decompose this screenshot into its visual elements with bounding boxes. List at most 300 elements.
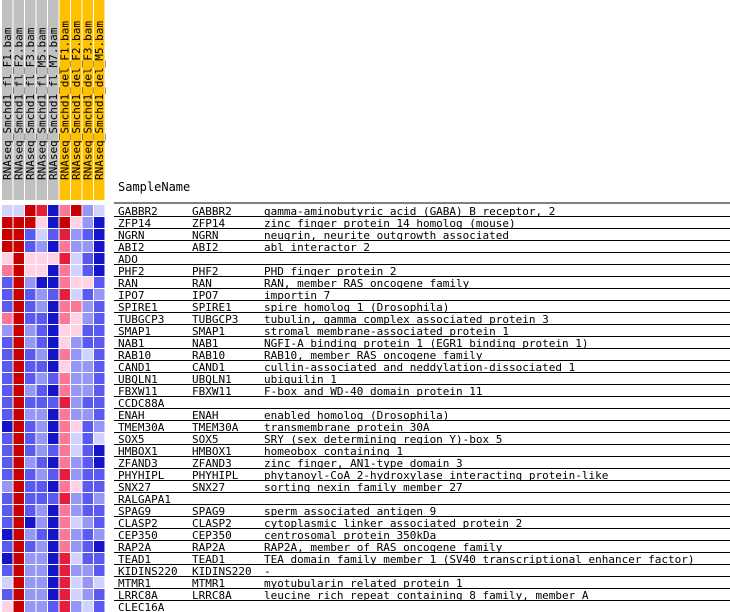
- row-gene: TUBGCP3: [192, 313, 239, 326]
- heatmap-cell: [94, 253, 105, 264]
- heatmap-cell: [2, 241, 13, 252]
- heatmap-cell: [94, 589, 105, 600]
- heatmap-cell: [60, 481, 71, 492]
- heatmap-cell: [60, 205, 71, 216]
- heatmap-cell: [37, 313, 48, 324]
- row-gene: SMAP1: [192, 325, 226, 338]
- heatmap-cell: [94, 529, 105, 540]
- heatmap-cell: [25, 445, 36, 456]
- heatmap-cell: [25, 301, 36, 312]
- row-description: phytanoyl-CoA 2-hydroxylase interacting protein-like: [264, 469, 609, 482]
- row-gene: ABI2: [192, 241, 219, 254]
- heatmap-cell: [94, 313, 105, 324]
- column-header-label: RNAseq_Smchd1_del_F2.bam: [70, 21, 83, 180]
- heatmap-cell: [37, 529, 48, 540]
- heatmap-cell: [83, 481, 94, 492]
- row-symbol: HMBOX1: [118, 445, 158, 458]
- row-description: cytoplasmic linker associated protein 2: [264, 517, 523, 530]
- heatmap-cell: [14, 469, 25, 480]
- heatmap-cell: [71, 325, 82, 336]
- heatmap-cell: [14, 505, 25, 516]
- heatmap-cell: [60, 433, 71, 444]
- heatmap-cell: [25, 529, 36, 540]
- heatmap-cell: [25, 385, 36, 396]
- heatmap-cell: [94, 397, 105, 408]
- heatmap-cell: [37, 385, 48, 396]
- heatmap-cell: [25, 313, 36, 324]
- heatmap-cell: [14, 229, 25, 240]
- heatmap-cell: [94, 469, 105, 480]
- heatmap-cell: [48, 301, 59, 312]
- row-symbol: MTMR1: [118, 577, 152, 590]
- row-description: -: [264, 565, 271, 578]
- row-description: importin 7: [264, 289, 331, 302]
- heatmap-cell: [37, 601, 48, 612]
- heatmap-cell: [48, 205, 59, 216]
- row-gene: SNX27: [192, 481, 226, 494]
- row-description: neugrin, neurite outgrowth associated: [264, 229, 510, 242]
- heatmap-cell: [37, 205, 48, 216]
- row-symbol: RAN: [118, 277, 138, 290]
- heatmap-cell: [48, 529, 59, 540]
- heatmap-cell: [25, 481, 36, 492]
- heatmap-cell: [71, 253, 82, 264]
- row-description: RAB10, member RAS oncogene family: [264, 349, 483, 362]
- row-gene: GABBR2: [192, 205, 232, 218]
- heatmap-cell: [25, 241, 36, 252]
- heatmap-cell: [37, 517, 48, 528]
- column-header-label: RNAseq_Smchd1_del_F3.bam: [81, 21, 95, 180]
- heatmap-cell: [25, 589, 36, 600]
- heatmap-cell: [48, 553, 59, 564]
- heatmap-cell: [37, 565, 48, 576]
- heatmap-cell: [14, 493, 25, 504]
- row-symbol: ZFAND3: [118, 457, 158, 470]
- heatmap-cell: [48, 589, 59, 600]
- heatmap-cell: [25, 493, 36, 504]
- heatmap-cell: [25, 565, 36, 576]
- heatmap-cell: [2, 301, 13, 312]
- heatmap-cell: [83, 505, 94, 516]
- row-symbol: TUBGCP3: [118, 313, 165, 326]
- row-description: myotubularin related protein 1: [264, 577, 463, 590]
- row-description: enabled homolog (Drosophila): [264, 409, 450, 422]
- heatmap-cell: [83, 445, 94, 456]
- heatmap-cell: [71, 337, 82, 348]
- heatmap-cell: [14, 457, 25, 468]
- heatmap-cell: [37, 301, 48, 312]
- heatmap-cell: [71, 289, 82, 300]
- heatmap-cell: [94, 337, 105, 348]
- heatmap-cell: [37, 433, 48, 444]
- heatmap-cell: [48, 445, 59, 456]
- heatmap-cell: [48, 517, 59, 528]
- heatmap-cell: [37, 505, 48, 516]
- heatmap-cell: [37, 229, 48, 240]
- row-symbol: TEAD1: [118, 553, 152, 566]
- row-symbol: ABI2: [118, 241, 145, 254]
- row-gene: PHF2: [192, 265, 219, 278]
- heatmap-cell: [14, 277, 25, 288]
- heatmap-cell: [37, 541, 48, 552]
- row-symbol: ZFP14: [118, 217, 152, 230]
- heatmap-cell: [71, 277, 82, 288]
- heatmap-cell: [2, 253, 13, 264]
- row-symbol: RAP2A: [118, 541, 152, 554]
- heatmap-cell: [37, 409, 48, 420]
- heatmap-cell: [2, 541, 13, 552]
- heatmap-cell: [94, 409, 105, 420]
- row-symbol: LRRC8A: [118, 589, 158, 602]
- row-gene: NGRN: [192, 229, 219, 242]
- row-symbol: SPIRE1: [118, 301, 158, 314]
- heatmap-cell: [2, 277, 13, 288]
- heatmap-cell: [60, 361, 71, 372]
- heatmap-cell: [94, 289, 105, 300]
- heatmap-cell: [48, 325, 59, 336]
- row-gene: CEP350: [192, 529, 232, 542]
- heatmap-cell: [2, 361, 13, 372]
- row-description: NGFI-A binding protein 1 (EGR1 binding protein 1): [264, 337, 589, 350]
- heatmap-cell: [14, 433, 25, 444]
- heatmap-cell: [25, 457, 36, 468]
- heatmap-cell: [14, 289, 25, 300]
- heatmap-cell: [83, 349, 94, 360]
- heatmap-cell: [2, 313, 13, 324]
- row-gene: RAB10: [192, 349, 226, 362]
- row-gene: KIDINS220: [192, 565, 252, 578]
- heatmap-cell: [83, 493, 94, 504]
- heatmap-cell: [37, 397, 48, 408]
- heatmap-cell: [25, 433, 36, 444]
- heatmap-cell: [14, 481, 25, 492]
- row-gene: ZFAND3: [192, 457, 232, 470]
- heatmap-cell: [2, 337, 13, 348]
- heatmap-cell: [71, 349, 82, 360]
- heatmap-cell: [83, 601, 94, 612]
- row-symbol: SNX27: [118, 481, 152, 494]
- column-header-label: RNAseq_Smchd1_fl_M5.bam: [35, 27, 49, 180]
- heatmap-cell: [83, 409, 94, 420]
- row-symbol: CCDC88A: [118, 397, 165, 410]
- heatmap-cell: [37, 481, 48, 492]
- heatmap-cell: [60, 505, 71, 516]
- heatmap-cell: [2, 517, 13, 528]
- heatmap-cell: [14, 529, 25, 540]
- heatmap-cell: [71, 421, 82, 432]
- row-symbol: CAND1: [118, 361, 152, 374]
- row-symbol: TMEM30A: [118, 421, 165, 434]
- heatmap-cell: [37, 217, 48, 228]
- heatmap-cell: [71, 505, 82, 516]
- row-symbol: GABBR2: [118, 205, 158, 218]
- row-gene: CAND1: [192, 361, 226, 374]
- heatmap-cell: [60, 457, 71, 468]
- heatmap-cell: [60, 529, 71, 540]
- heatmap-cell: [48, 493, 59, 504]
- heatmap-cell: [2, 409, 13, 420]
- heatmap-cell: [48, 409, 59, 420]
- heatmap-cell: [71, 481, 82, 492]
- row-gene: TEAD1: [192, 553, 226, 566]
- row-gene: IPO7: [192, 289, 219, 302]
- heatmap-cell: [2, 577, 13, 588]
- heatmap-cell: [2, 349, 13, 360]
- heatmap-cell: [2, 505, 13, 516]
- heatmap-cell: [2, 553, 13, 564]
- heatmap-cell: [83, 565, 94, 576]
- heatmap-cell: [14, 217, 25, 228]
- row-symbol: PHF2: [118, 265, 145, 278]
- row-gene: LRRC8A: [192, 589, 232, 602]
- heatmap-cell: [48, 457, 59, 468]
- row-symbol: SOX5: [118, 433, 145, 446]
- heatmap-cell: [71, 265, 82, 276]
- heatmap-cell: [71, 601, 82, 612]
- heatmap-cell: [60, 217, 71, 228]
- row-symbol: PHYHIPL: [118, 469, 165, 482]
- heatmap-cell: [71, 229, 82, 240]
- heatmap-cell: [60, 277, 71, 288]
- row-gene: ZFP14: [192, 217, 226, 230]
- heatmap-cell: [60, 373, 71, 384]
- heatmap-cell: [2, 445, 13, 456]
- heatmap-cell: [14, 517, 25, 528]
- row-symbol: NGRN: [118, 229, 145, 242]
- heatmap-cell: [83, 541, 94, 552]
- heatmap-cell: [71, 469, 82, 480]
- row-gene: ENAH: [192, 409, 219, 422]
- row-symbol: CLEC16A: [118, 601, 165, 612]
- row-description: cullin-associated and neddylation-dissociated 1: [264, 361, 576, 374]
- heatmap-cell: [14, 349, 25, 360]
- heatmap-cell: [14, 421, 25, 432]
- row-description: sorting nexin family member 27: [264, 481, 463, 494]
- heatmap-cell: [60, 517, 71, 528]
- heatmap-cell: [83, 205, 94, 216]
- heatmap-cell: [94, 565, 105, 576]
- row-gene: SOX5: [192, 433, 219, 446]
- heatmap-cell: [71, 565, 82, 576]
- column-header-label: RNAseq_Smchd1_fl_M7.bam: [47, 27, 60, 180]
- heatmap-cell: [94, 205, 105, 216]
- heatmap-cell: [94, 421, 105, 432]
- row-gene: HMBOX1: [192, 445, 232, 458]
- heatmap-cell: [2, 457, 13, 468]
- heatmap-cell: [2, 469, 13, 480]
- heatmap-cell: [37, 421, 48, 432]
- heatmap-cell: [37, 325, 48, 336]
- heatmap-cell: [83, 361, 94, 372]
- heatmap-cell: [60, 313, 71, 324]
- heatmap-cell: [37, 349, 48, 360]
- heatmap-cell: [48, 349, 59, 360]
- heatmap-cell: [94, 265, 105, 276]
- heatmap-cell: [83, 265, 94, 276]
- heatmap-cell: [2, 217, 13, 228]
- heatmap-cell: [94, 241, 105, 252]
- heatmap-cell: [25, 253, 36, 264]
- heatmap-cell: [2, 229, 13, 240]
- sample-name-title: SampleName: [118, 180, 191, 194]
- row-description: PHD finger protein 2: [264, 265, 397, 278]
- heatmap-cell: [83, 433, 94, 444]
- heatmap-cells: [2, 205, 105, 612]
- heatmap-cell: [25, 325, 36, 336]
- heatmap-cell: [48, 565, 59, 576]
- row-description: SRY (sex determining region Y)-box 5: [264, 433, 503, 446]
- heatmap-cell: [71, 589, 82, 600]
- heatmap-cell: [37, 337, 48, 348]
- row-description: abl interactor 2: [264, 241, 370, 254]
- row-description: F-box and WD-40 domain protein 11: [264, 385, 483, 398]
- heatmap-cell: [83, 229, 94, 240]
- heatmap-cell: [83, 421, 94, 432]
- heatmap-cell: [60, 589, 71, 600]
- row-symbol: KIDINS220: [118, 565, 178, 578]
- heatmap-cell: [71, 301, 82, 312]
- row-gene: TMEM30A: [192, 421, 239, 434]
- heatmap-cell: [25, 361, 36, 372]
- heatmap-cell: [25, 277, 36, 288]
- heatmap-cell: [48, 217, 59, 228]
- heatmap-cell: [60, 397, 71, 408]
- heatmap-cell: [25, 229, 36, 240]
- row-gene: PHYHIPL: [192, 469, 239, 482]
- heatmap-cell: [14, 553, 25, 564]
- row-gene: FBXW11: [192, 385, 232, 398]
- row-gene: SPIRE1: [192, 301, 232, 314]
- heatmap-cell: [60, 565, 71, 576]
- column-header-label: RNAseq_Smchd1_fl_F1.bam: [1, 27, 14, 180]
- row-symbol: ADO: [118, 253, 138, 266]
- row-gene: SPAG9: [192, 505, 226, 518]
- heatmap-cell: [14, 577, 25, 588]
- heatmap-cell: [94, 373, 105, 384]
- heatmap-cell: [25, 349, 36, 360]
- heatmap-cell: [71, 493, 82, 504]
- heatmap-cell: [83, 457, 94, 468]
- heatmap-cell: [48, 337, 59, 348]
- heatmap-cell: [48, 277, 59, 288]
- heatmap-cell: [60, 337, 71, 348]
- heatmap-cell: [48, 541, 59, 552]
- heatmap-cell: [25, 289, 36, 300]
- heatmap-cell: [94, 457, 105, 468]
- heatmap-cell: [37, 469, 48, 480]
- heatmap-cell: [60, 409, 71, 420]
- heatmap-cell: [2, 589, 13, 600]
- heatmap-cell: [2, 493, 13, 504]
- heatmap-cell: [25, 397, 36, 408]
- heatmap-cell: [48, 229, 59, 240]
- row-symbol: FBXW11: [118, 385, 158, 398]
- row-description: leucine rich repeat containing 8 family, member A: [264, 589, 589, 602]
- heatmap-cell: [48, 241, 59, 252]
- heatmap-cell: [25, 337, 36, 348]
- heatmap-cell: [2, 421, 13, 432]
- row-symbol: ENAH: [118, 409, 145, 422]
- heatmap-cell: [94, 229, 105, 240]
- heatmap-cell: [71, 397, 82, 408]
- heatmap-cell: [71, 457, 82, 468]
- heatmap-cell: [94, 481, 105, 492]
- heatmap-cell: [37, 373, 48, 384]
- heatmap-cell: [48, 577, 59, 588]
- heatmap-cell: [14, 565, 25, 576]
- heatmap-cell: [83, 577, 94, 588]
- heatmap-cell: [71, 205, 82, 216]
- heatmap-cell: [25, 505, 36, 516]
- row-description: centrosomal protein 350kDa: [264, 529, 437, 542]
- row-labels: [114, 203, 730, 612]
- heatmap-cell: [83, 397, 94, 408]
- heatmap-cell: [14, 601, 25, 612]
- heatmap-cell: [94, 505, 105, 516]
- heatmap-cell: [2, 481, 13, 492]
- heatmap-cell: [60, 601, 71, 612]
- heatmap-cell: [2, 325, 13, 336]
- heatmap-cell: [25, 541, 36, 552]
- heatmap-cell: [14, 445, 25, 456]
- heatmap-cell: [71, 241, 82, 252]
- heatmap-cell: [37, 241, 48, 252]
- heatmap-cell: [48, 481, 59, 492]
- heatmap-cell: [71, 409, 82, 420]
- heatmap-cell: [14, 337, 25, 348]
- heatmap-cell: [14, 589, 25, 600]
- heatmap-cell: [37, 277, 48, 288]
- heatmap-cell: [2, 265, 13, 276]
- row-description: ubiquilin 1: [264, 373, 337, 386]
- heatmap-cell: [94, 349, 105, 360]
- heatmap-cell: [83, 241, 94, 252]
- heatmap-cell: [71, 541, 82, 552]
- heatmap-cell: [60, 325, 71, 336]
- heatmap-cell: [48, 421, 59, 432]
- heatmap-cell: [48, 385, 59, 396]
- row-description: sperm associated antigen 9: [264, 505, 437, 518]
- heatmap-cell: [94, 325, 105, 336]
- row-description: tubulin, gamma complex associated protein 3: [264, 313, 549, 326]
- row-description: TEA domain family member 1 (SV40 transcriptional enhancer factor): [264, 553, 695, 566]
- row-gene: UBQLN1: [192, 373, 232, 386]
- heatmap-cell: [2, 565, 13, 576]
- row-symbol: RALGAPA1: [118, 493, 171, 506]
- heatmap-cell: [83, 253, 94, 264]
- heatmap-cell: [2, 397, 13, 408]
- heatmap-cell: [83, 313, 94, 324]
- heatmap-cell: [37, 589, 48, 600]
- heatmap-cell: [94, 577, 105, 588]
- row-gene: MTMR1: [192, 577, 226, 590]
- heatmap-cell: [14, 265, 25, 276]
- heatmap-cell: [25, 217, 36, 228]
- heatmap-cell: [25, 265, 36, 276]
- heatmap-cell: [37, 253, 48, 264]
- row-description: zinc finger protein 14 homolog (mouse): [264, 217, 516, 230]
- heatmap-cell: [14, 301, 25, 312]
- row-symbol: CLASP2: [118, 517, 158, 530]
- heatmap-cell: [60, 253, 71, 264]
- heatmap-cell: [71, 217, 82, 228]
- heatmap-cell: [94, 541, 105, 552]
- row-gene: CLASP2: [192, 517, 232, 530]
- heatmap-cell: [14, 241, 25, 252]
- heatmap-cell: [94, 493, 105, 504]
- heatmap-cell: [14, 361, 25, 372]
- row-symbol: SMAP1: [118, 325, 152, 338]
